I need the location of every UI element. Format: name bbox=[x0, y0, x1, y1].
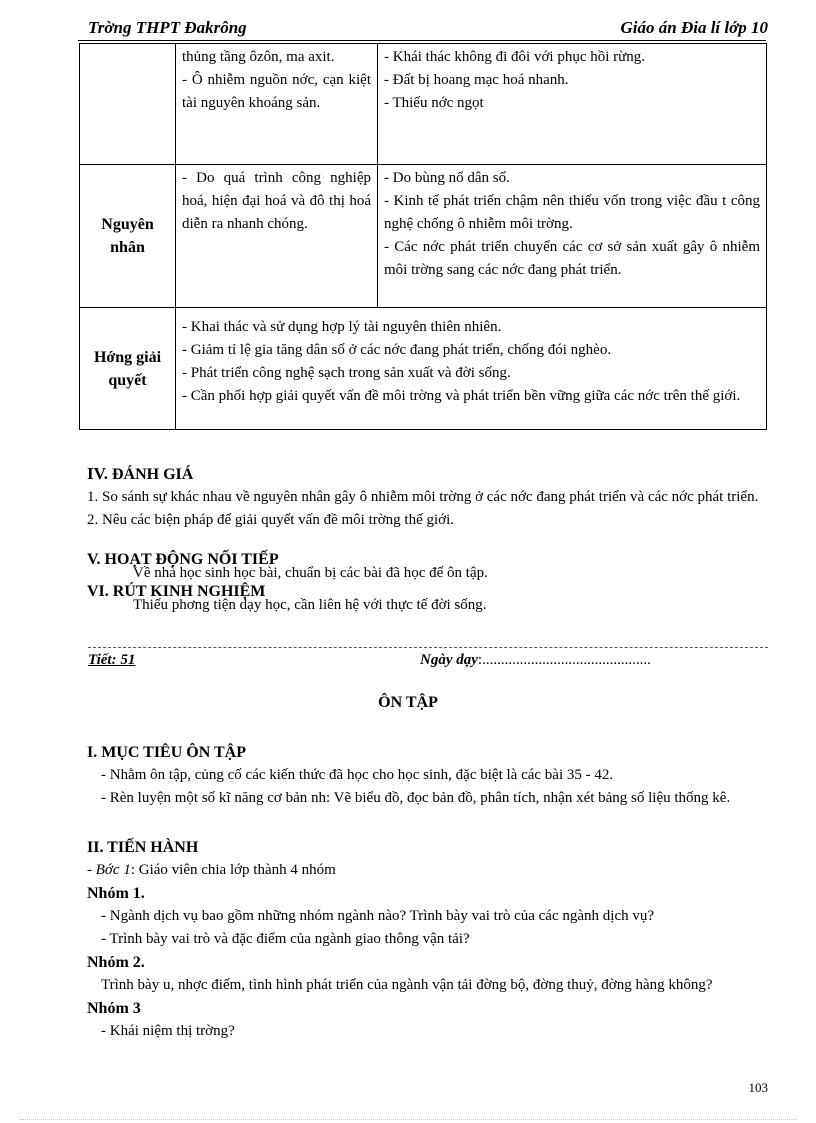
row3-line: - Khai thác và sử dụng hợp lý tài nguyên thiên nhiên. bbox=[182, 319, 502, 335]
row2-col2-cell: - Do quá trình công nghiệp hoá, hiện đại hoá và đô thị hoá diễn ra nhanh chóng. bbox=[176, 165, 378, 308]
header-subject: Giáo án Đia lí lớp 10 bbox=[620, 18, 768, 37]
row1-col2-line: thủng tầng ôzôn, ma axit. bbox=[182, 49, 335, 65]
muctieu-title: I. MỤC TIÊU ÔN TẬP bbox=[87, 744, 246, 761]
separator-line bbox=[88, 647, 768, 648]
row2-col3-line: - Do bùng nổ dân số. bbox=[384, 170, 510, 186]
buoc-label: - Bớc 1 bbox=[87, 862, 131, 878]
section4-question-2: 2. Nêu các biện pháp để giải quyết vấn đề môi trờng thế giới. bbox=[87, 512, 455, 528]
row1-col3-line: - Khái thác không đi đôi với phục hồi rừng. bbox=[384, 49, 646, 65]
nhom2-title: Nhóm 2. bbox=[87, 954, 145, 971]
nhom3-question-1: - Khái niệm thị trờng? bbox=[101, 1023, 235, 1039]
environment-table bbox=[79, 43, 767, 430]
section5-text: Về nhà học sinh học bài, chuẩn bị các bài đã học để ôn tập. bbox=[133, 565, 488, 581]
row1-label-cell bbox=[80, 44, 176, 165]
tienhanh-title: II. TIẾN HÀNH bbox=[87, 839, 199, 856]
lesson-date-dots: :............................................. bbox=[477, 652, 651, 668]
section4-question-1: 1. So sánh sự khác nhau về nguyên nhân gây ô nhiễm môi trờng ở các nớc đang phát triển và các nớc phát triển. bbox=[87, 489, 759, 505]
nhom1-title: Nhóm 1. bbox=[87, 885, 145, 902]
row2-col3-line: - Kinh tế phát triển chậm nên thiếu vốn trong việc đầu t công nghệ chống ô nhiễm môi trờng. bbox=[384, 193, 760, 232]
row3-line: - Cần phối hợp giải quyết vấn đề môi trờng và phát triển bền vững giữa các nớc trên thế giới. bbox=[182, 388, 741, 404]
section6-text: Thiếu phơng tiện dạy học, cần liên hệ với thực tế đời sống. bbox=[133, 597, 487, 613]
row3-line: - Phát triển công nghệ sạch trong sản xuất và đời sống. bbox=[182, 365, 511, 381]
header-school: Trờng THPT Đakrông bbox=[88, 18, 247, 37]
muctieu-line-2: - Rèn luyện một số kĩ năng cơ bản nh: Vẽ biểu đồ, đọc bản đồ, phân tích, nhận xét bảng số liệu thống kê. bbox=[101, 790, 731, 806]
row3-label: Hớng giải quyết bbox=[80, 308, 176, 430]
buoc-text: : Giáo viên chia lớp thành 4 nhóm bbox=[130, 862, 336, 878]
row1-col2-line: - Ô nhiễm nguồn nớc, cạn kiệt tài nguyên khoáng sản. bbox=[182, 72, 371, 111]
row2-col3-cell bbox=[378, 165, 767, 308]
lesson-date-label: Ngày dạy bbox=[420, 652, 478, 668]
row2-col3-line: - Các nớc phát triển chuyển các cơ sở sản xuất gây ô nhiễm môi trờng sang các nớc đang phát triển. bbox=[384, 239, 760, 278]
section6-title: VI. RÚT KINH NGHIỆM bbox=[87, 583, 266, 600]
section-hoat-dong bbox=[87, 550, 776, 585]
muctieu-line-1: - Nhằm ôn tập, củng cố các kiến thức đã học cho học sinh, đặc biệt là các bài 35 - 42. bbox=[101, 767, 614, 783]
lesson-date bbox=[420, 652, 651, 669]
page-bottom-border bbox=[20, 1119, 796, 1120]
row2-label: Nguyên nhân bbox=[80, 165, 176, 308]
row3-content-cell bbox=[176, 308, 767, 430]
section5-title: V. HOẠT ĐỘNG NỐI TIẾP bbox=[87, 551, 279, 568]
section-danh-gia bbox=[87, 462, 776, 532]
section4-title: ĐÁNH GIÁ bbox=[111, 466, 194, 483]
row1-col3-cell bbox=[378, 44, 767, 165]
row1-col3-line: - Thiếu nớc ngọt bbox=[384, 95, 484, 111]
table-row bbox=[80, 308, 767, 430]
nhom3-title: Nhóm 3 bbox=[87, 1000, 141, 1017]
section4-number: IV. bbox=[87, 464, 108, 483]
lesson-title: ÔN TẬP bbox=[378, 694, 438, 711]
lesson-number: Tiết: 51 bbox=[88, 652, 136, 668]
section-muc-tieu bbox=[87, 741, 776, 810]
table-row bbox=[80, 165, 767, 308]
row3-line: - Giảm tỉ lệ gia tăng dân số ở các nớc đang phát triển, chống đói nghèo. bbox=[182, 342, 612, 358]
nhom2-question-1: Trình bày u, nhợc điểm, tình hình phát triển của ngành vận tải đờng bộ, đờng thuỷ, đờng hàng không? bbox=[101, 977, 713, 993]
section-tien-hanh bbox=[87, 836, 776, 1043]
table-row bbox=[80, 44, 767, 165]
row1-col3-line: - Đất bị hoang mạc hoá nhanh. bbox=[384, 72, 569, 88]
row1-col2-cell bbox=[176, 44, 378, 165]
nhom1-question-1: - Ngành dịch vụ bao gồm những nhóm ngành nào? Trình bày vai trò của các ngành dịch vụ? bbox=[101, 908, 655, 924]
page-number: 103 bbox=[748, 1080, 768, 1095]
section-rut-kinh-nghiem bbox=[87, 582, 776, 617]
header-divider bbox=[78, 40, 766, 41]
nhom1-question-2: - Trình bày vai trò và đặc điểm của ngành giao thông vận tải? bbox=[101, 931, 470, 947]
